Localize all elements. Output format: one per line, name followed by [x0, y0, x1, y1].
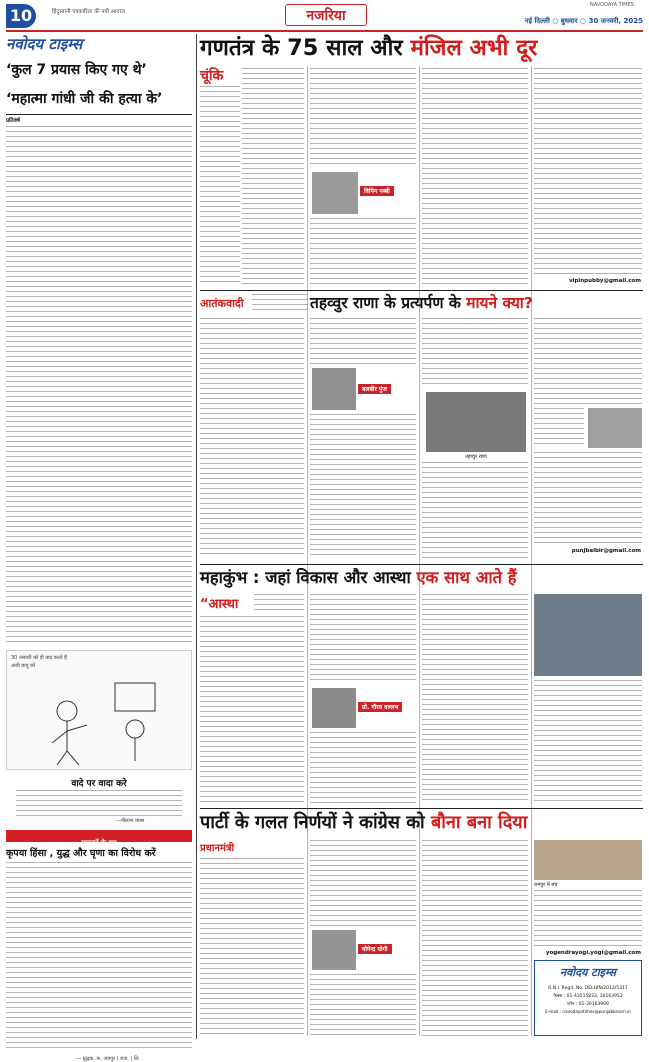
- third-story-col-3: [422, 594, 528, 804]
- footer-line-3: फ़ोन : 01-30163909: [567, 1002, 609, 1007]
- left-headline-rule: [6, 114, 192, 115]
- masthead-tagline: हिंदुस्तानी पत्रकारिता की नयी आवाज: [52, 9, 125, 15]
- second-story-col-4a: [534, 318, 642, 406]
- third-story-col-1: [200, 616, 304, 804]
- column-divider-3: [531, 66, 532, 1036]
- third-story-headline-black: महाकुंभ : जहां विकास और आस्था: [200, 568, 411, 587]
- second-story-col-1: [200, 318, 304, 558]
- fourth-story-col-2a: [310, 840, 416, 926]
- cartoon-verse: [16, 790, 182, 818]
- letters-signoff: — युद्धक, फ. जयपुर ( राज. ) लि.: [76, 1056, 141, 1062]
- top-story-rule: [200, 290, 643, 291]
- edition-label: NAVODAYA TIMES: [590, 2, 634, 8]
- cartoon-caption-top: 30 जनवरी को ही याद करते हैं: [11, 655, 67, 661]
- second-story-col-2b: [310, 414, 416, 558]
- second-story-headline: [310, 292, 533, 314]
- left-column-divider: [196, 34, 197, 1039]
- third-story-col-2b: [310, 732, 416, 804]
- third-story-col-1a: [254, 594, 304, 614]
- second-story-headline-red: मायने क्या?: [466, 294, 533, 312]
- third-story-col-4: [534, 680, 642, 804]
- cartoon-title: वादे पर वादा करे: [71, 779, 127, 789]
- author-photo-yogendra: [312, 930, 356, 970]
- footer-line-2: फैक्स : 01-43515833, 30163953: [553, 994, 623, 999]
- second-story-photo-small: [588, 408, 642, 448]
- top-story-col-2b: [310, 218, 416, 286]
- cartoon-drawing: [27, 673, 177, 767]
- second-story-author: बलबीर पुंज: [362, 386, 387, 393]
- fourth-story-photo: [534, 840, 642, 880]
- top-story-col-3: [422, 68, 528, 286]
- footer-line-4: E-mail : navodayatimes@punjabkesari.in: [545, 1009, 631, 1014]
- top-story-col-1: [242, 68, 304, 286]
- third-story-photo: [534, 594, 642, 676]
- fourth-story-col-3: [422, 840, 528, 1036]
- left-brand: नवोदय टाइम्स: [6, 35, 83, 53]
- top-story-author: विपिन पब्बी: [364, 188, 390, 195]
- footer-box: [534, 960, 642, 1036]
- third-story-dropcap: “आस्था: [200, 597, 239, 612]
- left-headline-2: ‘महात्मा गांधी जी की हत्या के’: [6, 91, 163, 107]
- author-photo-balbir: [312, 368, 356, 410]
- fourth-story-headline: [200, 810, 643, 836]
- fourth-story-headline-red: बौना बना दिया: [430, 812, 528, 833]
- second-story-col-4b: [534, 408, 584, 448]
- fourth-story-email: yogendrayogi.yogi@gmail.com: [545, 950, 641, 956]
- third-story: [200, 566, 643, 806]
- letters-heading: पाठकों के पत्र: [81, 839, 117, 847]
- second-story-label: आतंकवादी: [200, 297, 244, 310]
- fourth-story-author-badge: [358, 944, 392, 954]
- author-photo-vipin: [312, 172, 358, 214]
- left-headline-1: ‘कुल 7 प्रयास किए गए थे’: [6, 62, 147, 78]
- top-story-col-1a: [200, 86, 240, 286]
- masthead-rule: [6, 30, 643, 32]
- letters-body: [6, 862, 192, 1052]
- author-photo-gaurav: [312, 688, 356, 728]
- cartoon: [6, 650, 192, 770]
- cartoon-credit: —नीलाभ व्यास: [116, 818, 145, 824]
- third-story-headline-red: एक साथ आते हैं: [416, 568, 517, 587]
- fourth-story-headline-black: पार्टी के गलत निर्णयों ने कांग्रेस को: [200, 812, 425, 833]
- fourth-story-dropcap: प्रधानमंत्री: [200, 843, 235, 854]
- third-story-author-badge: [358, 702, 402, 712]
- top-story-headline-red: मंजिल अभी दूर: [410, 35, 538, 61]
- page-number-badge: [6, 4, 36, 28]
- second-story-photo: [426, 392, 526, 452]
- second-story-col-4c: [534, 452, 642, 544]
- third-story-col-2a: [310, 594, 416, 684]
- second-story-email: punjbalbir@gmail.com: [571, 548, 641, 554]
- third-story-headline: [200, 566, 643, 590]
- left-column: [6, 34, 192, 1062]
- top-story: [200, 34, 643, 288]
- left-article-body: [6, 126, 192, 646]
- second-story-kicker: [252, 294, 308, 314]
- second-story-col-3a: [422, 318, 528, 388]
- masthead: [0, 0, 649, 36]
- column-divider-2: [419, 66, 420, 1036]
- section-title: नजरिया: [306, 8, 346, 24]
- footer-brand: नवोदय टाइम्स: [560, 966, 616, 979]
- second-story-headline-black: तहव्वुर राणा के प्रत्यर्पण के: [310, 294, 461, 312]
- third-story-author: प्रो. गौरव वल्लभ: [362, 704, 399, 711]
- date-line: नई दिल्ली ○ बुधवार ○ 30 जनवरी, 2025: [524, 17, 643, 25]
- top-story-col-4: [534, 68, 642, 276]
- letters-title: कृपया हिंसा , युद्ध और घृणा का विरोध करें: [6, 848, 156, 859]
- fourth-story-col-1: [200, 858, 304, 1036]
- top-story-author-badge: [360, 186, 394, 196]
- fourth-story-author: योगेन्द्र योगी: [362, 946, 388, 953]
- fourth-story-col-4: [534, 890, 642, 948]
- top-story-headline: [200, 34, 643, 62]
- second-story-col-2a: [310, 318, 416, 364]
- second-story-author-badge: [358, 384, 391, 394]
- cartoon-caption-top-2: अजी बापू को: [11, 663, 36, 669]
- fourth-story: [200, 810, 643, 1039]
- second-story-rule: [200, 564, 643, 565]
- second-story-col-3b: [422, 462, 528, 558]
- left-lead-label: प्रतिवर्ष: [6, 118, 20, 124]
- fourth-story-col-2b: [310, 974, 416, 1036]
- fourth-story-photo-caption: रामपुर में बच: [534, 882, 558, 888]
- column-divider-1: [307, 66, 308, 1036]
- third-story-rule: [200, 808, 643, 809]
- top-story-headline-black: गणतंत्र के 75 साल और: [200, 35, 403, 61]
- top-story-col-2: [310, 68, 416, 168]
- second-story: [200, 292, 643, 562]
- top-story-dropcap: चूंकि: [200, 68, 224, 84]
- footer-line-1: R.N.I. Regd. No. DELHIN/2013/5317: [548, 986, 628, 991]
- page-number: 10: [9, 6, 33, 25]
- second-story-photo-caption: तहव्वुर राणा: [465, 454, 487, 460]
- top-story-email: vipinpubby@gmail.com: [568, 278, 641, 284]
- section-title-banner: [285, 4, 367, 26]
- letters-heading-bar: [6, 830, 192, 847]
